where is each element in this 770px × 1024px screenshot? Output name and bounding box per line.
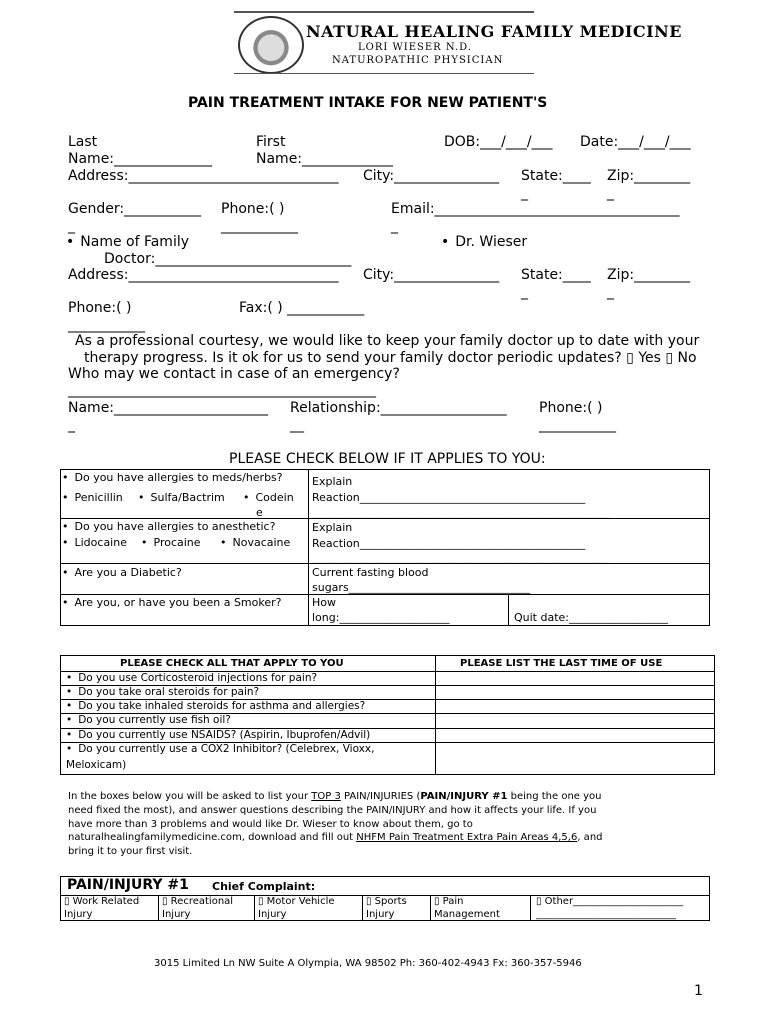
relationship-field[interactable]: Relationship:__________________ — [290, 400, 507, 416]
smoker-question[interactable]: • Are you, or have you been a Smoker? — [62, 595, 281, 610]
doctor-phone-field[interactable]: Phone:( ) — [68, 300, 132, 316]
zip-field-wrap: _ — [607, 185, 614, 201]
novacaine-option[interactable]: • Novacaine — [220, 535, 290, 550]
meds-allergy-question[interactable]: • Do you have allergies to meds/herbs? — [62, 470, 283, 485]
instructions-line-5: bring it to your first visit. — [68, 846, 193, 857]
email-field[interactable]: Email:___________________________________ — [391, 201, 680, 217]
gender-field-wrap: _ — [68, 218, 75, 234]
fish-oil-row[interactable]: • Do you currently use fish oil? — [66, 713, 231, 727]
sulfa-option[interactable]: • Sulfa/Bactrim — [138, 490, 225, 505]
check-heading: PLEASE CHECK BELOW IF IT APPLIES TO YOU: — [229, 451, 546, 467]
codeine-option[interactable]: • Codein — [243, 490, 294, 505]
family-doctor-field[interactable]: Doctor:____________________________ — [104, 251, 352, 267]
procaine-option[interactable]: • Procaine — [141, 535, 201, 550]
address-field[interactable]: Address:______________________________ — [68, 168, 339, 184]
emergency-phone-wrap: ___________ — [539, 417, 616, 433]
explain-label: Explain — [312, 521, 353, 534]
option-label: ▯ Work Related — [64, 896, 140, 907]
option-label: ▯ Recreational — [162, 896, 234, 907]
state-field[interactable]: State:____ — [521, 168, 591, 184]
instr-text: PAIN/INJURIES ( — [340, 791, 421, 802]
option-label: Management — [434, 909, 500, 920]
how-long-label: How — [312, 596, 336, 609]
doctor-zip-field[interactable]: Zip:________ — [607, 267, 691, 283]
first-name-field[interactable]: Name:_____________ — [256, 151, 394, 167]
col-divider — [430, 895, 431, 921]
motor-vehicle-option[interactable] — [258, 895, 335, 921]
reaction-field[interactable]: Reaction_________________________________________ — [312, 491, 586, 504]
option-label: ▯ Pain — [434, 896, 464, 907]
reaction-line[interactable]: ______________________________________________________ — [312, 551, 609, 564]
pain-management-option[interactable] — [434, 895, 500, 921]
option-label: Injury — [366, 909, 395, 920]
penicillin-option[interactable]: • Penicillin — [62, 490, 123, 505]
last-use-header: PLEASE LIST THE LAST TIME OF USE — [460, 658, 663, 669]
doctor-fax-field[interactable]: Fax:( ) ___________ — [239, 300, 365, 316]
nsaids-row[interactable]: • Do you currently use NSAIDS? (Aspirin, Ibuprofen/Advil) — [66, 728, 370, 742]
emergency-line[interactable]: ____________________________________________ — [68, 382, 376, 398]
first-label: First — [256, 134, 286, 150]
codeine-option-tail: e — [256, 506, 263, 519]
recreational-option[interactable] — [162, 895, 233, 921]
option-label: Injury — [162, 909, 191, 920]
last-name-field[interactable]: Name:______________ — [68, 151, 213, 167]
doctor-city-field[interactable]: City:_______________ — [363, 267, 500, 283]
inhaled-steroid-row[interactable]: • Do you take inhaled steroids for asthma and allergies? — [66, 699, 365, 713]
work-related-option[interactable] — [64, 895, 139, 921]
doctor-role: NATUROPATHIC PHYSICIAN — [332, 55, 504, 66]
col-divider — [158, 895, 159, 921]
cox2-row[interactable]: • Do you currently use a COX2 Inhibitor? (Celebrex, Vioxx, — [66, 742, 374, 756]
clinic-name: NATURAL HEALING FAMILY MEDICINE — [306, 22, 682, 41]
chief-complaint-label[interactable]: Chief Complaint: — [212, 880, 316, 893]
reaction-line[interactable]: ______________________________________________________ — [312, 506, 609, 519]
col-divider — [254, 895, 255, 921]
anesthetic-allergy-question[interactable]: • Do you have allergies to anesthetic? — [62, 519, 275, 534]
dob-field[interactable]: DOB:___/___/___ — [444, 134, 553, 150]
lidocaine-option[interactable]: • Lidocaine — [62, 535, 127, 550]
check-all-header: PLEASE CHECK ALL THAT APPLY TO YOU — [120, 658, 344, 669]
col-divider — [362, 895, 363, 921]
instr-underline: TOP 3 — [311, 791, 341, 802]
family-doctor-label: • Name of Family — [66, 234, 189, 251]
courtesy-text-1: As a professional courtesy, we would like to keep your family doctor up to date with your — [75, 333, 700, 349]
quit-date-field[interactable]: Quit date:__________________ — [514, 611, 669, 624]
option-label: Injury — [64, 909, 93, 920]
instr-bold: PAIN/INJURY #1 — [420, 791, 508, 802]
emergency-name-field[interactable]: Name:______________________ — [68, 400, 269, 416]
courtesy-text-2: therapy progress. Is it ok for us to send your family doctor periodic updates? ▯ Yes ▯ No — [84, 350, 697, 366]
fasting-label: Current fasting blood — [312, 566, 429, 579]
medication-col-divider — [435, 655, 436, 775]
cox2-row-tail: Meloxicam) — [66, 759, 127, 771]
zip-field[interactable]: Zip:________ — [607, 168, 691, 184]
fasting-field[interactable]: sugars_________________________________ — [312, 581, 531, 594]
last-label: Last — [68, 134, 98, 150]
doctor-state-wrap: _ — [521, 284, 528, 300]
emergency-phone-field[interactable]: Phone:( ) — [539, 400, 603, 416]
corticosteroid-row[interactable]: • Do you use Corticosteroid injections for pain? — [66, 671, 317, 685]
instr-text: In the boxes below you will be asked to list your — [68, 791, 312, 802]
explain-label: Explain — [312, 475, 353, 488]
doctor-address-field[interactable]: Address:______________________________ — [68, 267, 339, 283]
pain-injury-title: PAIN/INJURY #1 — [67, 877, 189, 893]
reaction-field[interactable]: Reaction_________________________________________ — [312, 537, 586, 550]
page-number: 1 — [694, 983, 703, 999]
instructions-line-3: have more than 3 problems and would like Dr. Wieser to know about them, go to — [68, 819, 473, 830]
city-field[interactable]: City:_______________ — [363, 168, 500, 184]
emergency-name-wrap: _ — [68, 417, 75, 433]
how-long-field[interactable]: long:____________________ — [312, 611, 450, 624]
footer-address: 3015 Limited Ln NW Suite A Olympia, WA 98502 Ph: 360-402-4943 Fx: 360-357-5946 — [154, 958, 582, 969]
instr-text: naturalhealingfamilymedicine.com, download and fill out — [68, 832, 357, 843]
oral-steroid-row[interactable]: • Do you take oral steroids for pain? — [66, 685, 259, 699]
diabetic-question[interactable]: • Are you a Diabetic? — [62, 565, 182, 580]
form-title: PAIN TREATMENT INTAKE FOR NEW PATIENT'S — [188, 95, 548, 111]
sports-option[interactable] — [366, 895, 407, 921]
instructions-line-1 — [68, 790, 602, 803]
allergy-col-divider — [308, 469, 309, 626]
option-label: ▯ Other______________________ — [536, 896, 684, 907]
gender-field[interactable]: Gender:___________ — [68, 201, 202, 217]
doctor-phone-wrap: ___________ — [68, 317, 145, 333]
option-label: ____________________________ — [536, 909, 676, 920]
instructions-line-2: need fixed the most), and answer questions describing the PAIN/INJURY and how it affects your life. If you — [68, 805, 597, 816]
doctor-name: LORI WIESER N.D. — [358, 42, 473, 53]
emergency-question: Who may we contact in case of an emergency? — [68, 366, 400, 382]
other-option[interactable] — [536, 895, 683, 921]
phone-field[interactable]: Phone:( ) — [221, 201, 285, 217]
instructions-line-4 — [68, 831, 603, 844]
top-rule — [234, 11, 534, 13]
doctor-zip-wrap: _ — [607, 284, 614, 300]
col-divider — [530, 895, 531, 921]
date-field[interactable]: Date:___/___/___ — [580, 134, 691, 150]
option-label: ▯ Sports — [366, 896, 407, 907]
dr-wieser-option[interactable]: • Dr. Wieser — [441, 234, 527, 251]
instr-text: , and — [577, 832, 603, 843]
phone-field-wrap: ___________ — [221, 218, 298, 234]
doctor-state-field[interactable]: State:____ — [521, 267, 591, 283]
quit-divider — [508, 594, 509, 626]
logo-emblem-icon — [238, 16, 304, 74]
option-label: ▯ Motor Vehicle — [258, 896, 335, 907]
email-field-wrap: _ — [391, 218, 398, 234]
bottom-rule — [234, 73, 534, 74]
option-label: Injury — [258, 909, 287, 920]
state-field-wrap: _ — [521, 185, 528, 201]
instr-text: being the one you — [507, 791, 602, 802]
extra-pain-areas-link[interactable]: NHFM Pain Treatment Extra Pain Areas 4,5,6 — [356, 832, 578, 843]
relationship-wrap: __ — [290, 417, 304, 433]
